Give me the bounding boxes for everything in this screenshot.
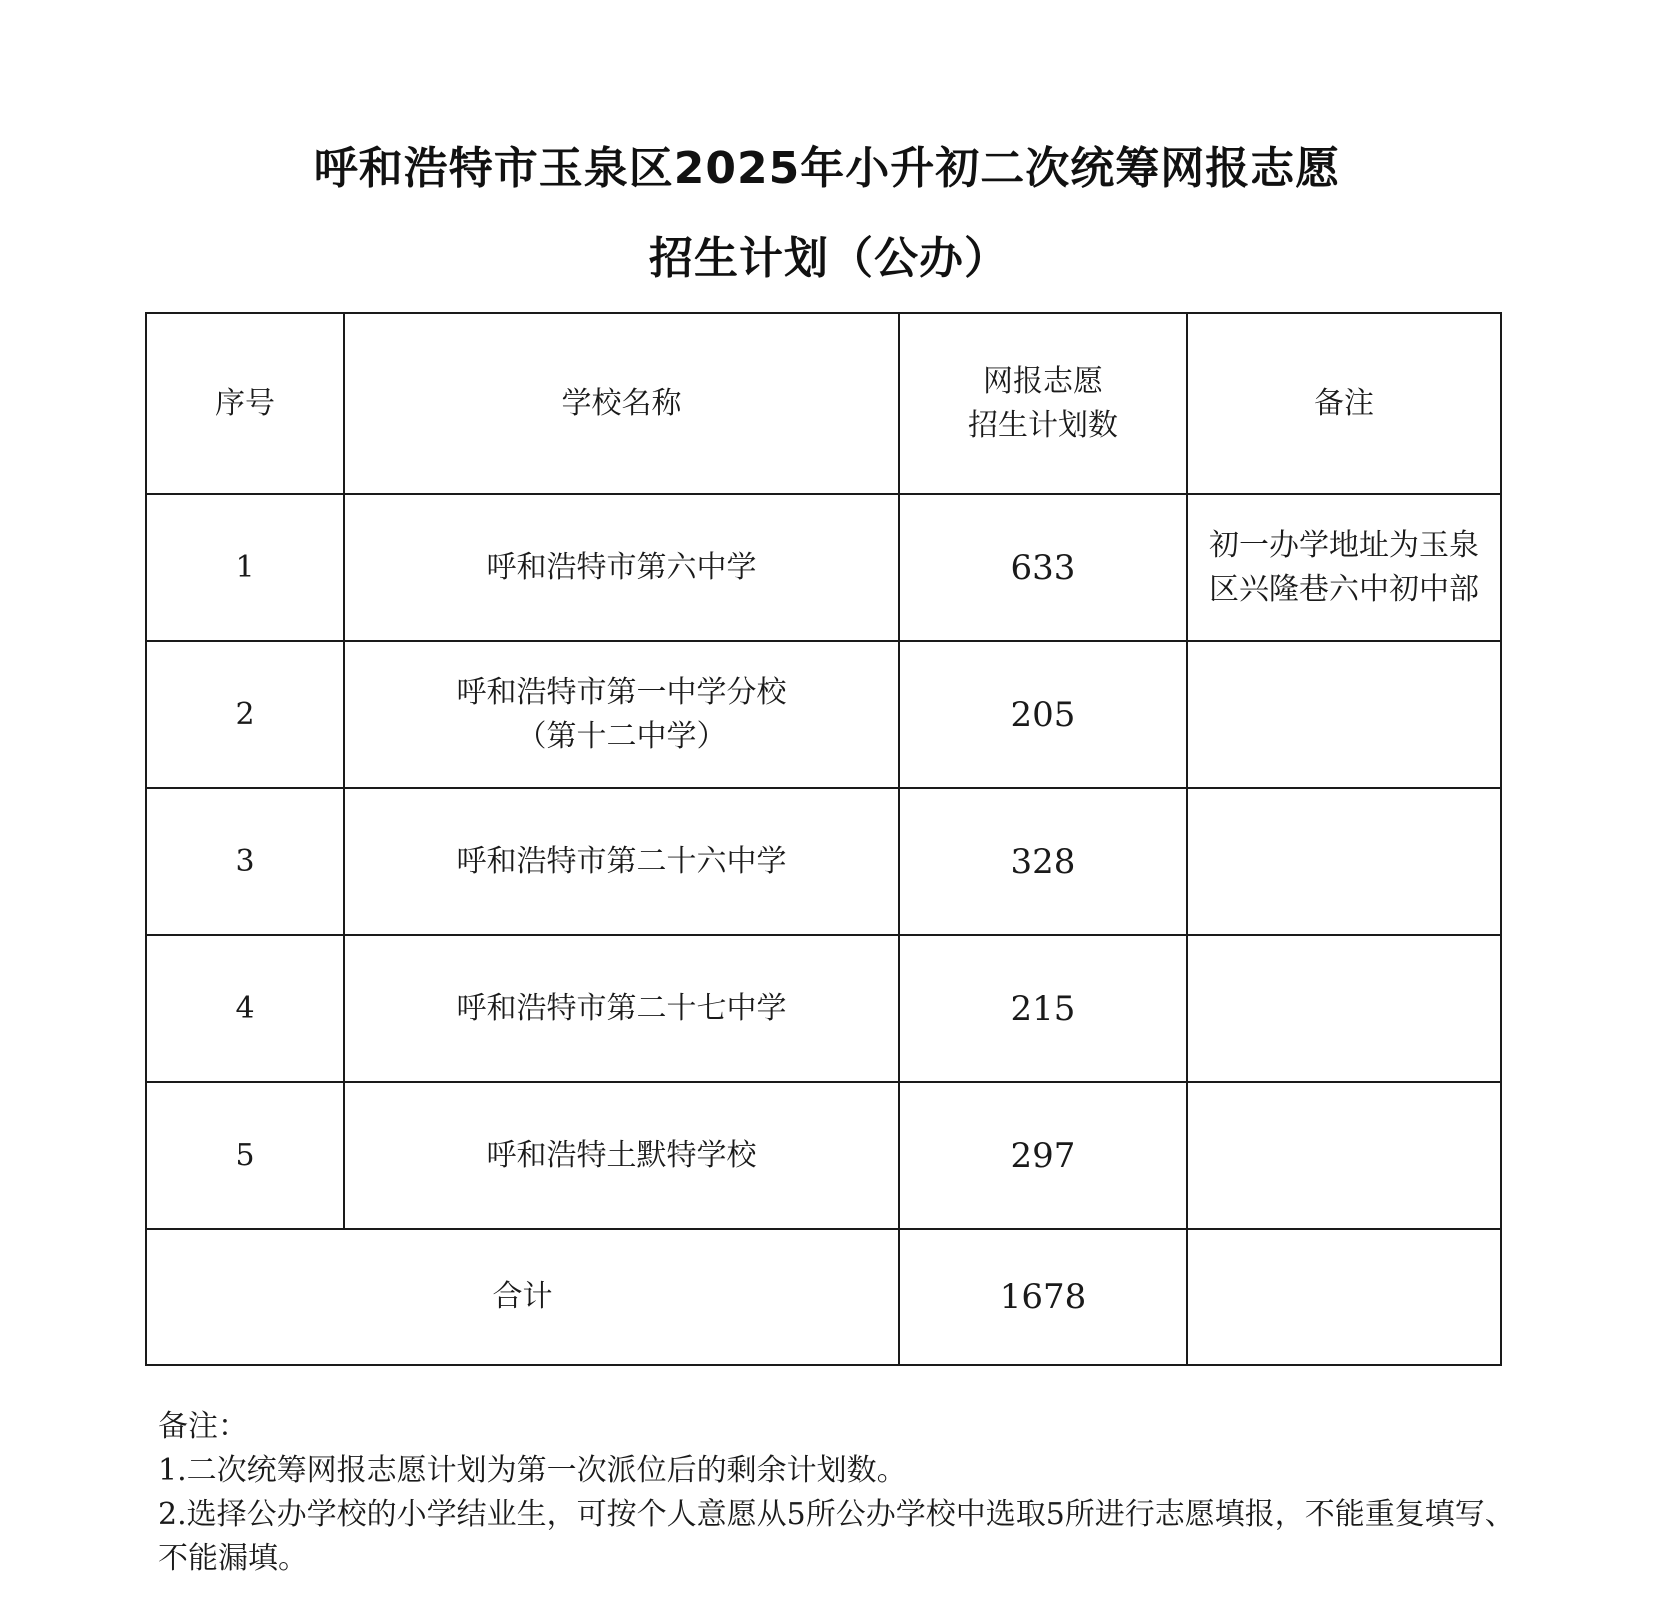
table-row [146,494,1501,641]
remark-line2: 区兴隆巷六中初中部 [1209,571,1479,607]
cell-seq: 1 [146,494,344,641]
school-name-line2: （第十二中学） [516,718,727,754]
cell-seq: 4 [146,935,344,1082]
total-label: 合计 [146,1229,899,1365]
table-row [146,641,1501,788]
total-remark [1187,1229,1501,1365]
total-plan-count: 1678 [899,1229,1187,1365]
cell-school-name: 呼和浩特市第二十七中学 [344,935,899,1082]
document-title-line2: 招生计划（公办） [649,233,1009,284]
cell-school-name: 呼和浩特市第二十六中学 [344,788,899,935]
table-row [146,788,1501,935]
cell-school-name: 呼和浩特土默特学校 [344,1082,899,1229]
remark-line1: 初一办学地址为玉泉 [1209,527,1479,563]
table-row [146,935,1501,1082]
cell-school-name [344,494,899,641]
header-school-name: 学校名称 [344,313,899,494]
cell-plan-count: 328 [899,788,1187,935]
cell-plan-count: 297 [899,1082,1187,1229]
enrollment-plan-table [145,312,1502,1366]
cell-seq: 5 [146,1082,344,1229]
cell-school-name [344,641,899,788]
notes-heading: 备注： [158,1409,248,1444]
document-title-line1: 呼和浩特市玉泉区2025年小升初二次统筹网报志愿 [313,143,1341,194]
note-item-2: 2.选择公办学校的小学结业生，可按个人意愿从5所公办学校中选取5所进行志愿填报，不能重复填写、不能漏填。 [158,1497,1515,1576]
cell-plan-count: 633 [899,494,1187,641]
cell-plan-count: 205 [899,641,1187,788]
cell-remark [1187,1082,1501,1229]
cell-remark [1187,788,1501,935]
cell-seq: 2 [146,641,344,788]
notes-section [158,1405,1518,1581]
table-total-row [146,1229,1501,1365]
header-plan-line1: 网报志愿 [983,363,1103,399]
cell-remark [1187,641,1501,788]
table-row [146,1082,1501,1229]
header-remark: 备注 [1187,313,1501,494]
cell-remark [1187,935,1501,1082]
table-header-row [146,313,1501,494]
header-seq: 序号 [146,313,344,494]
school-name-line1: 呼和浩特市第一中学分校 [456,674,787,710]
cell-remark [1187,494,1501,641]
cell-plan-count: 215 [899,935,1187,1082]
header-plan-count [899,313,1187,494]
cell-seq: 3 [146,788,344,935]
school-name-line1: 呼和浩特市第六中学 [486,549,757,585]
note-item-1: 1.二次统筹网报志愿计划为第一次派位后的剩余计划数。 [158,1453,907,1488]
header-plan-line2: 招生计划数 [968,407,1118,443]
